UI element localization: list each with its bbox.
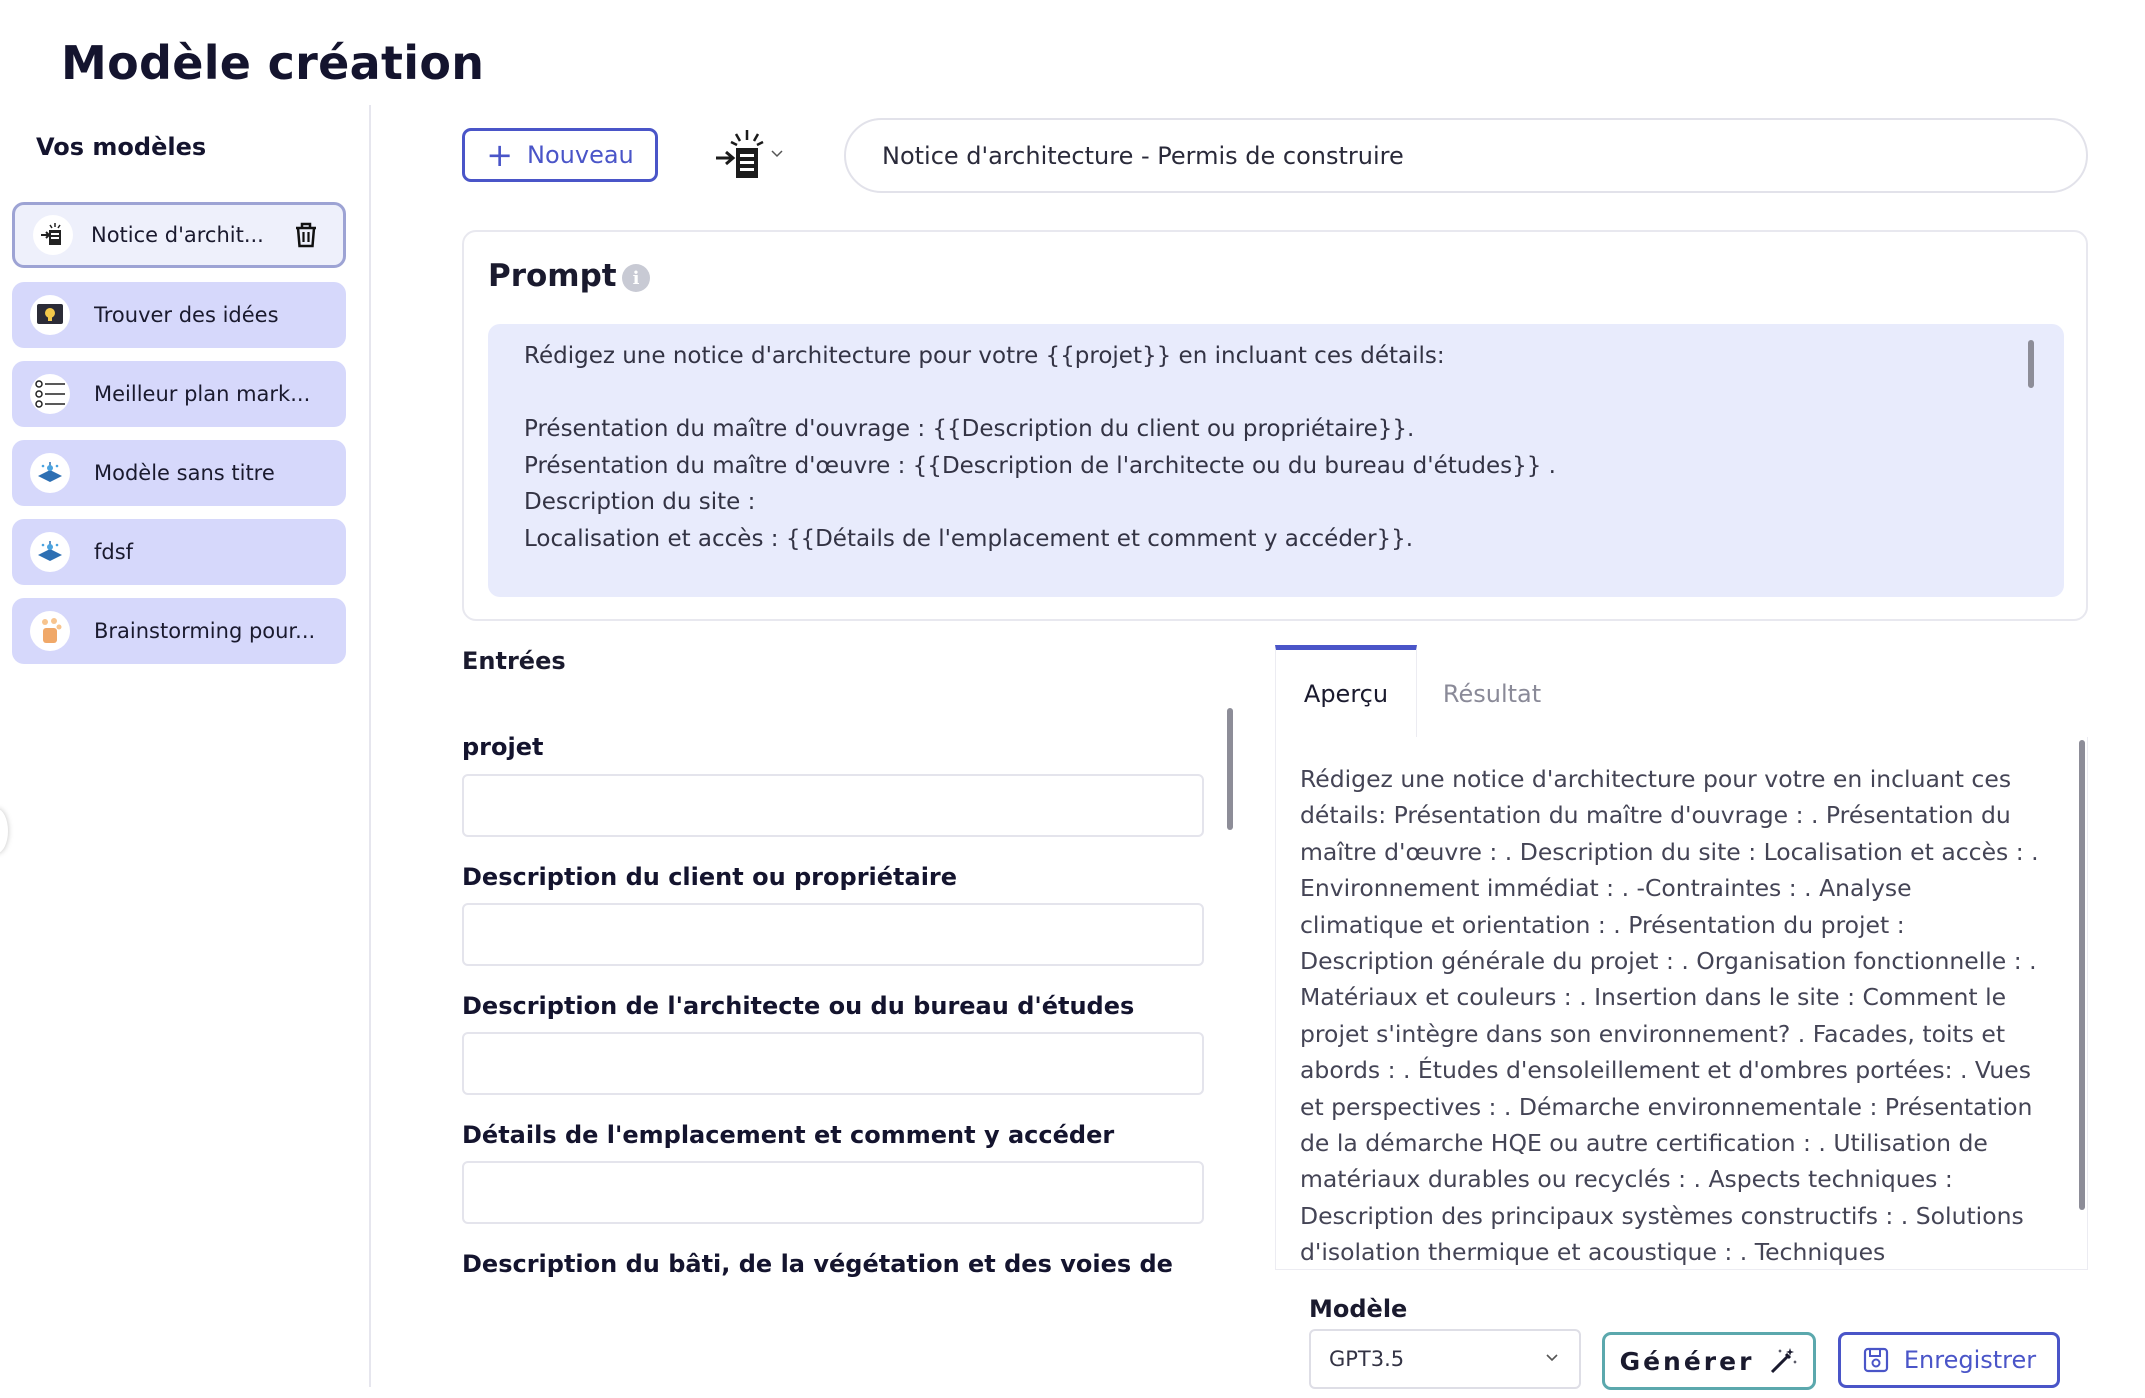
preview-scrollbar[interactable] xyxy=(2079,740,2085,1210)
prompt-line: Description du site : xyxy=(524,489,756,515)
tab-apercu[interactable]: Aperçu xyxy=(1275,645,1417,737)
sidebar-toggle-handle[interactable] xyxy=(0,809,8,853)
prompt-line: Rédigez une notice d'architecture pour votre {{projet}} en incluant ces détails: xyxy=(524,343,1445,369)
page-title: Modèle création xyxy=(61,36,485,90)
chevron-down-icon xyxy=(770,148,784,158)
projet-input[interactable] xyxy=(462,774,1204,837)
new-button[interactable] xyxy=(462,128,658,182)
client-description-input[interactable] xyxy=(462,903,1204,966)
sidebar-item-plan-marketing[interactable] xyxy=(12,361,346,427)
info-icon[interactable]: i xyxy=(622,264,650,292)
prompt-line: Localisation et accès : {{Détails de l'emplacement et comment y accéder}}. xyxy=(524,525,1414,552)
field-label: Description de l'architecte ou du bureau d'études xyxy=(462,992,1135,1020)
sidebar xyxy=(0,105,371,1387)
field-label: Description du bâti, de la végétation et des voies de xyxy=(462,1250,1173,1278)
lightbulb-icon xyxy=(30,295,70,335)
inputs-list xyxy=(462,708,1232,1298)
prompt-line: Présentation du maître d'œuvre : {{Description de l'architecte ou du bureau d'études}} . xyxy=(524,452,1556,479)
prompt-card xyxy=(462,230,2088,621)
sidebar-item-label: Notice d'archit... xyxy=(91,223,264,247)
plus-icon: + xyxy=(486,136,514,174)
sidebar-item-label: fdsf xyxy=(94,540,134,564)
checklist-icon xyxy=(30,374,70,414)
ai-chip-icon xyxy=(30,453,70,493)
preview-panel xyxy=(1275,737,2088,1270)
template-name-input[interactable] xyxy=(844,118,2088,193)
chevron-down-icon xyxy=(1545,1351,1559,1365)
save-button[interactable] xyxy=(1838,1332,2060,1388)
architect-description-input[interactable] xyxy=(462,1032,1204,1095)
prompt-scrollbar[interactable] xyxy=(2028,340,2034,388)
sidebar-item-label: Modèle sans titre xyxy=(94,461,275,485)
generate-button[interactable] xyxy=(1602,1332,1816,1390)
model-select-label: Modèle xyxy=(1309,1295,1408,1323)
magic-wand-icon xyxy=(1768,1346,1798,1376)
sidebar-item-notice[interactable] xyxy=(12,202,346,268)
trash-icon[interactable] xyxy=(291,220,321,250)
inputs-scrollbar[interactable] xyxy=(1227,708,1233,830)
prompt-title: Prompt xyxy=(488,258,617,294)
sidebar-item-label: Meilleur plan mark... xyxy=(94,382,311,406)
location-details-input[interactable] xyxy=(462,1161,1204,1224)
notice-icon xyxy=(712,126,776,186)
prompt-textarea[interactable] xyxy=(488,324,2064,597)
sidebar-title: Vos modèles xyxy=(36,133,207,161)
prompt-line: Présentation du maître d'ouvrage : {{Description du client ou propriétaire}}. xyxy=(524,416,1415,442)
prompt-line xyxy=(524,375,2028,412)
brainstorm-icon xyxy=(30,611,70,651)
field-label: projet xyxy=(462,733,544,761)
new-button-label: Nouveau xyxy=(527,141,634,169)
notice-icon xyxy=(33,215,73,255)
inputs-title: Entrées xyxy=(462,647,566,675)
save-icon xyxy=(1862,1346,1890,1374)
ai-chip-icon xyxy=(30,532,70,572)
sidebar-item-idees[interactable] xyxy=(12,282,346,348)
icon-picker[interactable] xyxy=(712,124,792,188)
field-label: Détails de l'emplacement et comment y accéder xyxy=(462,1121,1115,1149)
generate-button-label: Générer xyxy=(1619,1346,1755,1376)
model-select[interactable] xyxy=(1309,1329,1581,1389)
save-button-label: Enregistrer xyxy=(1903,1346,2037,1374)
tab-resultat[interactable]: Résultat xyxy=(1442,679,1542,708)
sidebar-item-label: Trouver des idées xyxy=(94,303,279,327)
model-select-value: GPT3.5 xyxy=(1329,1347,1405,1371)
field-label: Description du client ou propriétaire xyxy=(462,863,958,891)
sidebar-item-fdsf[interactable] xyxy=(12,519,346,585)
preview-text: Rédigez une notice d'architecture pour votre en incluant ces détails: Présentation du maître d'ouvrage : . Présentation du maître d'œuvre : . Description du site : Localisation et accès : . Environnement immédiat : . -Contraintes : . Analyse climatique et orientation : . Présentation du projet : Description générale du projet : . Organisation fonctionnelle : . Matériaux et couleurs : . Insertion dans le site : Comment le projet s'intègre dans son environnement? . Facades, toits et abords : . Études d'ensoleillement et d'ombres portées: . Vues et perspectives : . Démarche environnementale : Présentation de la démarche HQE ou autre certification : . Utilisation de matériaux durables ou recyclés : . Aspects techniques : Description des principaux systèmes constructifs : . Solutions d'isolation thermique et acoustique : . Techniques xyxy=(1300,765,2039,1267)
sidebar-item-brainstorming[interactable] xyxy=(12,598,346,664)
sidebar-item-sans-titre[interactable] xyxy=(12,440,346,506)
sidebar-item-label: Brainstorming pour... xyxy=(94,619,316,643)
